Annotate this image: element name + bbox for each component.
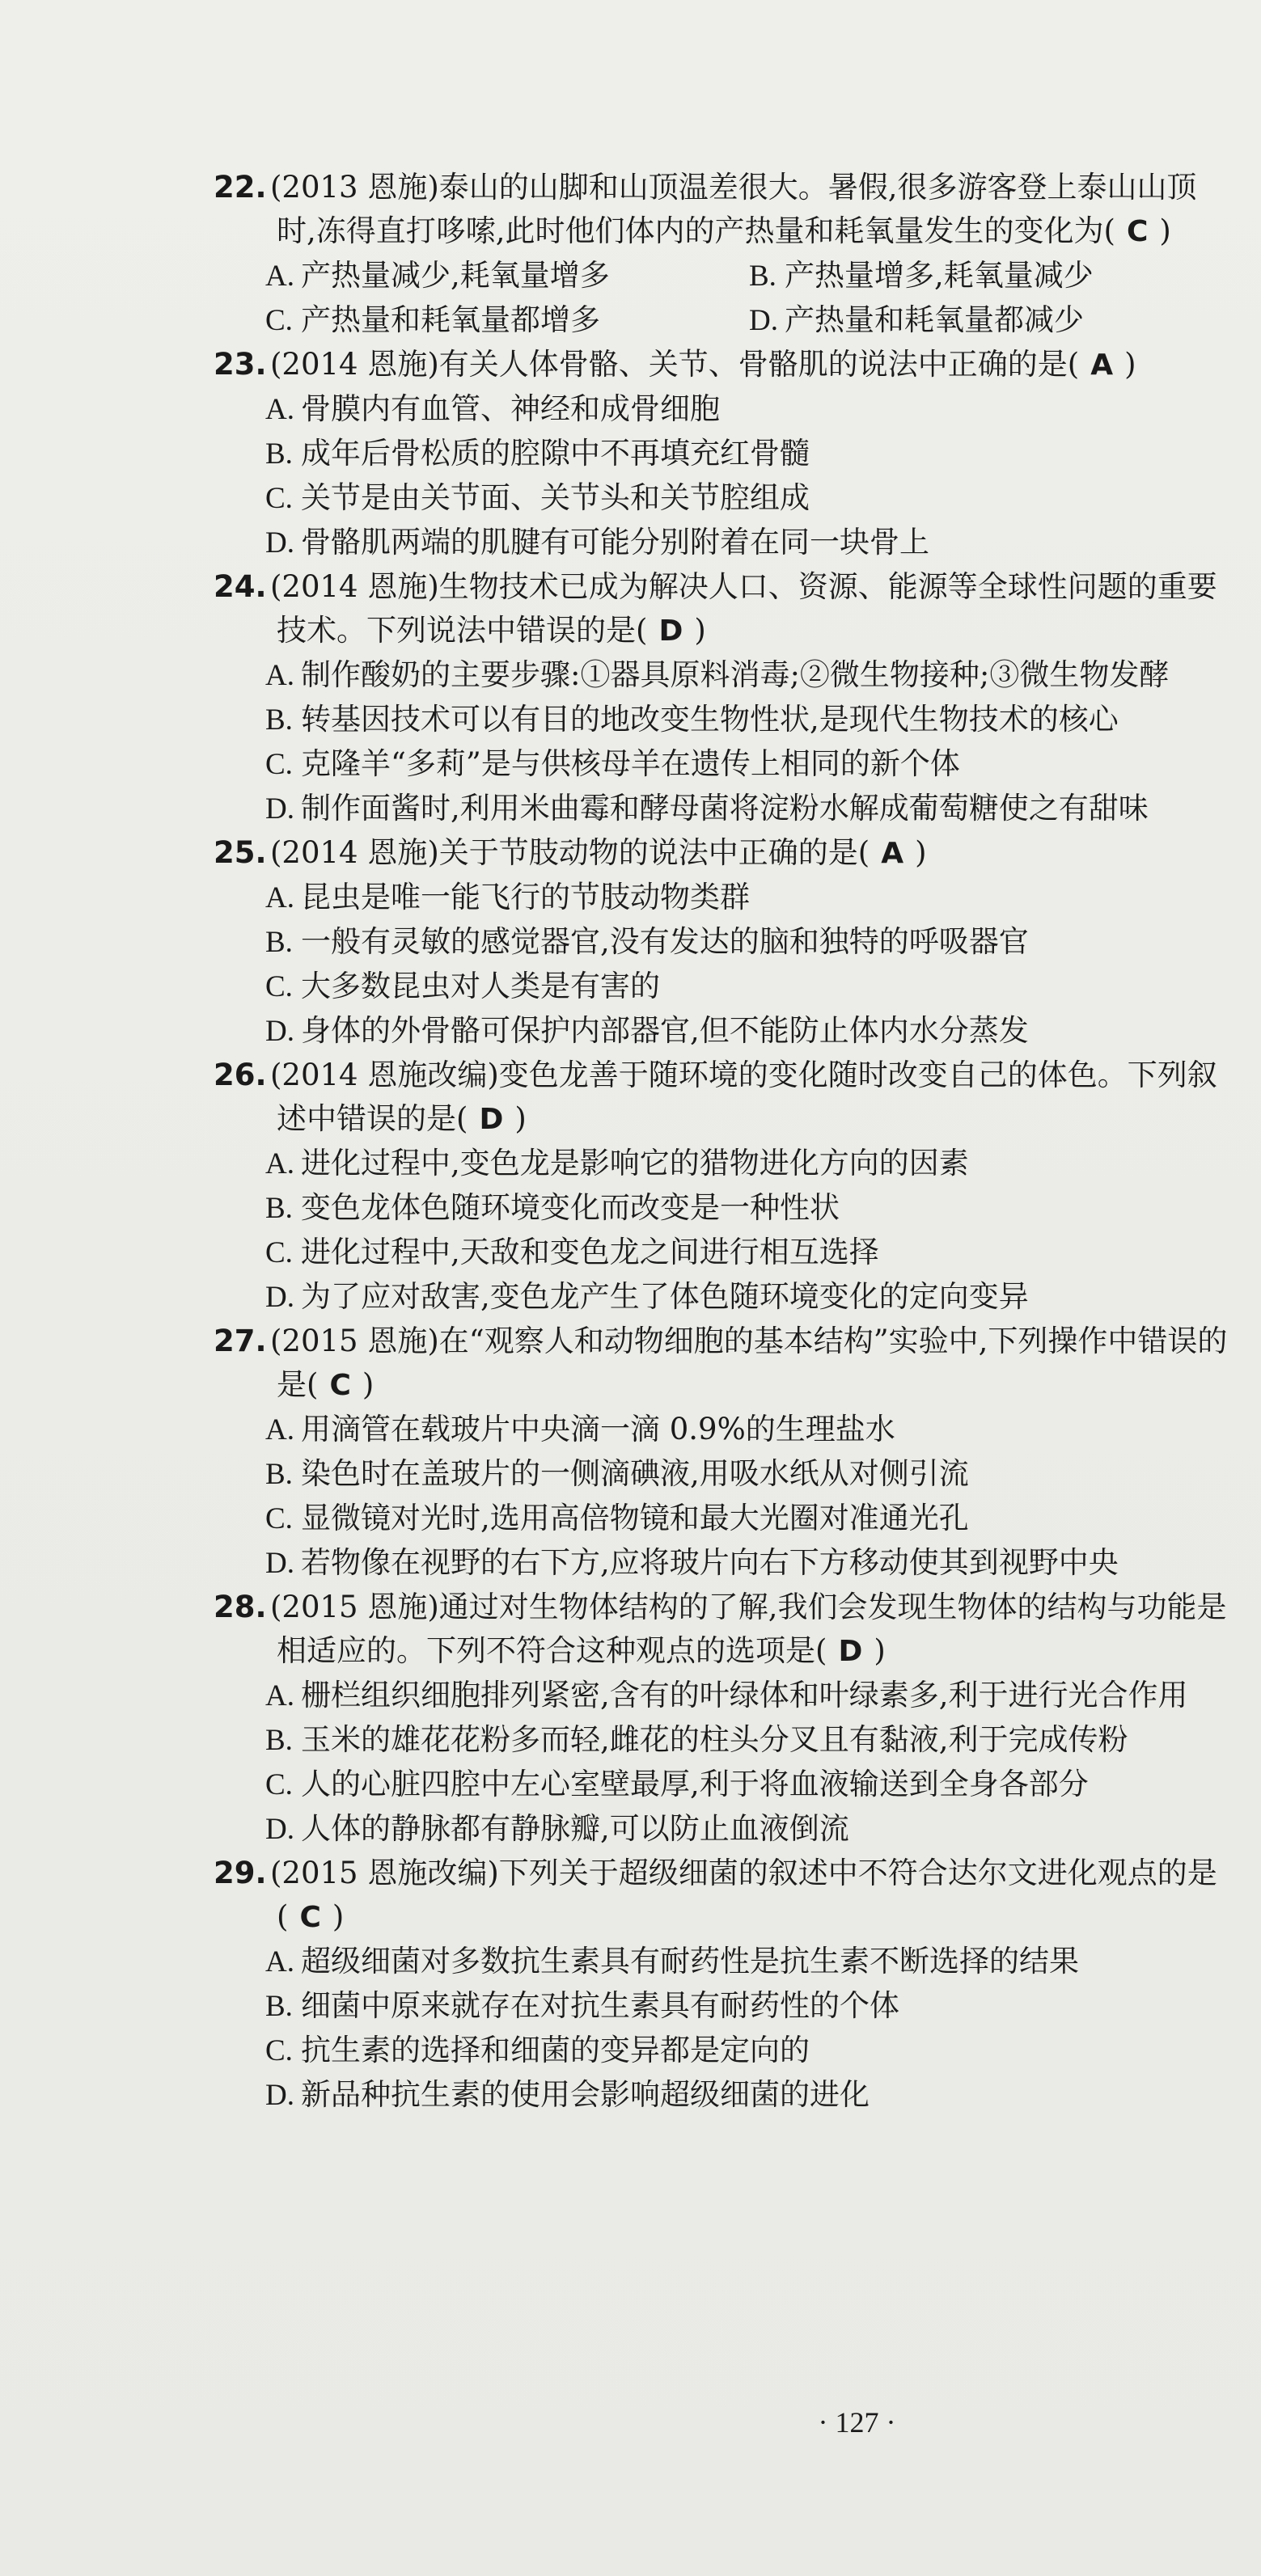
option-a [265, 1142, 1233, 1186]
option-letter: C. [265, 970, 293, 1003]
option-c [265, 1763, 1233, 1807]
option-letter: A. [265, 659, 294, 692]
question-text: (2014 恩施改编)变色龙善于随环境的变化随时改变自己的体色。下列叙述中错误的是( [270, 1058, 1217, 1136]
option-letter: D. [265, 792, 294, 826]
option-letter: D. [265, 526, 294, 560]
option-d [265, 521, 1233, 565]
option-text: 产热量和耗氧量都减少 [785, 302, 1084, 337]
option-text: 制作面酱时,利用米曲霉和酵母菌将淀粉水解成葡萄糖使之有甜味 [301, 791, 1149, 826]
option-text: 一般有灵敏的感觉器官,没有发达的脑和独特的呼吸器官 [301, 924, 1029, 959]
question-number: 28. [214, 1590, 267, 1624]
option-letter: A. [265, 881, 294, 914]
question-number: 26. [214, 1058, 267, 1092]
option-letter: C. [265, 1236, 293, 1269]
option-text: 产热量和耗氧量都增多 [301, 302, 600, 337]
option-letter: C. [265, 1502, 293, 1535]
option-row [265, 254, 1233, 298]
option-letter: B. [265, 1990, 293, 2023]
question-text: (2013 恩施)泰山的山脚和山顶温差很大。暑假,很多游客登上泰山山顶时,冻得直打哆嗦,此时他们体内的产热量和耗氧量发生的变化为( [270, 170, 1197, 248]
option-text: 大多数昆虫对人类是有害的 [301, 969, 660, 1003]
option-a [265, 1940, 1233, 1984]
option-text: 产热量增多,耗氧量减少 [785, 258, 1094, 293]
option-text: 玉米的雄花花粉多而轻,雌花的柱头分叉且有黏液,利于完成传粉 [301, 1722, 1128, 1757]
option-letter: B. [265, 1458, 293, 1491]
option-letter: D. [265, 1281, 294, 1314]
option-b [265, 920, 1233, 965]
option-text: 转基因技术可以有目的地改变生物性状,是现代生物技术的核心 [301, 702, 1119, 737]
question-text-end: ) [694, 613, 706, 648]
option-list [214, 387, 1233, 565]
question-number: 29. [214, 1856, 267, 1890]
option-letter: B. [265, 703, 293, 737]
question-stem [214, 166, 1233, 254]
option-c [265, 1231, 1233, 1275]
option-letter: B. [265, 1192, 293, 1225]
option-letter: C. [265, 304, 293, 337]
question-stem [214, 1852, 1233, 1940]
option-text: 显微镜对光时,选用高倍物镜和最大光圈对准通光孔 [301, 1501, 969, 1535]
option-a [265, 876, 1233, 920]
answer-mark: C [299, 1901, 321, 1934]
answer-mark: C [329, 1369, 351, 1402]
option-letter: A. [265, 1945, 294, 1978]
option-letter: D. [265, 1015, 294, 1048]
option-list [214, 653, 1233, 831]
question-28 [214, 1586, 1233, 1852]
option-text: 进化过程中,变色龙是影响它的猎物进化方向的因素 [301, 1146, 969, 1180]
question-text-end: ) [1124, 347, 1136, 382]
question-24 [214, 565, 1233, 831]
question-29 [214, 1852, 1233, 2118]
question-text: (2014 恩施)生物技术已成为解决人口、资源、能源等全球性问题的重要技术。下列说法中错误的是( [270, 569, 1217, 648]
question-25 [214, 831, 1233, 1054]
option-text: 栅栏组织细胞排列紧密,含有的叶绿体和叶绿素多,利于进行光合作用 [301, 1678, 1188, 1712]
question-text-end: ) [1159, 213, 1171, 248]
question-stem [214, 1320, 1233, 1408]
option-list [214, 254, 1233, 343]
question-number: 23. [214, 347, 267, 382]
option-text: 进化过程中,天敌和变色龙之间进行相互选择 [301, 1235, 879, 1269]
option-letter: C. [265, 748, 293, 781]
question-stem [214, 565, 1233, 653]
option-letter: D. [265, 1547, 294, 1580]
question-list [214, 166, 1233, 2118]
option-letter: C. [265, 2034, 293, 2067]
option-b [265, 1718, 1233, 1763]
option-text: 昆虫是唯一能飞行的节肢动物类群 [301, 880, 750, 914]
option-letter: D. [265, 2079, 294, 2112]
option-text: 克隆羊“多莉”是与供核母羊在遗传上相同的新个体 [301, 746, 960, 781]
option-text: 若物像在视野的右下方,应将玻片向右下方移动使其到视野中央 [301, 1545, 1119, 1580]
option-text: 制作酸奶的主要步骤:①器具原料消毒;②微生物接种;③微生物发酵 [301, 657, 1170, 692]
question-text-end: ) [874, 1633, 886, 1668]
option-text: 骨膜内有血管、神经和成骨细胞 [301, 391, 720, 426]
option-a [265, 1674, 1233, 1718]
option-text: 关节是由关节面、关节头和关节腔组成 [301, 480, 810, 515]
option-text: 抗生素的选择和细菌的变异都是定向的 [301, 2033, 810, 2067]
question-text-end: ) [362, 1367, 374, 1402]
answer-mark: C [1126, 215, 1149, 248]
option-c [265, 2029, 1233, 2073]
option-text: 产热量减少,耗氧量增多 [301, 258, 610, 293]
option-list [214, 876, 1233, 1054]
option-letter: A. [265, 1147, 294, 1180]
question-number: 24. [214, 569, 267, 604]
question-text-end: ) [514, 1101, 527, 1136]
question-stem [214, 1586, 1233, 1674]
option-d [265, 787, 1233, 831]
option-text: 人体的静脉都有静脉瓣,可以防止血液倒流 [301, 1811, 849, 1846]
option-list [214, 1940, 1233, 2118]
option-row [265, 298, 1233, 343]
option-text: 染色时在盖玻片的一侧滴碘液,用吸水纸从对侧引流 [301, 1456, 969, 1491]
option-a [265, 254, 749, 298]
option-letter: C. [265, 482, 293, 515]
option-d [265, 1009, 1233, 1054]
option-text: 骨骼肌两端的肌腱有可能分别附着在同一块骨上 [301, 525, 929, 560]
option-d [749, 298, 1233, 343]
option-b [265, 432, 1233, 476]
option-d [265, 1541, 1233, 1586]
answer-mark: A [1090, 348, 1114, 382]
option-c [265, 742, 1233, 787]
option-text: 超级细菌对多数抗生素具有耐药性是抗生素不断选择的结果 [301, 1944, 1079, 1978]
option-d [265, 2073, 1233, 2118]
question-stem [214, 1054, 1233, 1142]
question-stem [214, 343, 1233, 387]
option-b [265, 1186, 1233, 1231]
option-letter: B. [265, 1724, 293, 1757]
option-b [749, 254, 1233, 298]
option-letter: A. [265, 393, 294, 426]
question-text-end: ) [915, 835, 927, 870]
question-stem [214, 831, 1233, 876]
option-text: 用滴管在载玻片中央滴一滴 0.9%的生理盐水 [301, 1412, 895, 1446]
option-a [265, 387, 1233, 432]
option-a [265, 1408, 1233, 1452]
option-text: 成年后骨松质的腔隙中不再填充红骨髓 [301, 436, 810, 471]
option-letter: A. [265, 1679, 294, 1712]
option-letter: B. [749, 260, 776, 293]
answer-mark: A [881, 837, 904, 870]
question-text: (2014 恩施)有关人体骨骼、关节、骨骼肌的说法中正确的是( [270, 347, 1080, 382]
option-text: 新品种抗生素的使用会影响超级细菌的进化 [301, 2077, 870, 2112]
option-c [265, 965, 1233, 1009]
answer-mark: D [479, 1103, 504, 1136]
option-d [265, 1807, 1233, 1852]
option-list [214, 1674, 1233, 1852]
option-letter: D. [265, 1813, 294, 1846]
question-number: 22. [214, 170, 267, 205]
option-b [265, 698, 1233, 742]
question-text: (2015 恩施改编)下列关于超级细菌的叙述中不符合达尔文进化观点的是( [270, 1856, 1217, 1934]
answer-mark: D [838, 1635, 863, 1668]
option-text: 变色龙体色随环境变化而改变是一种性状 [301, 1190, 840, 1225]
option-letter: B. [265, 437, 293, 471]
option-letter: D. [749, 304, 778, 337]
question-text: (2014 恩施)关于节肢动物的说法中正确的是( [270, 835, 870, 870]
option-letter: B. [265, 926, 293, 959]
question-number: 27. [214, 1324, 267, 1358]
option-c [265, 1497, 1233, 1541]
question-23 [214, 343, 1233, 565]
answer-mark: D [658, 614, 683, 648]
option-text: 为了应对敌害,变色龙产生了体色随环境变化的定向变异 [301, 1279, 1029, 1314]
question-text-end: ) [332, 1899, 345, 1934]
question-text: (2015 恩施)通过对生物体结构的了解,我们会发现生物体的结构与功能是相适应的。下列不符合这种观点的选项是( [270, 1590, 1227, 1668]
question-26 [214, 1054, 1233, 1320]
question-number: 25. [214, 835, 267, 870]
option-letter: A. [265, 1413, 294, 1446]
question-22 [214, 166, 1233, 343]
option-c [265, 476, 1233, 521]
option-letter: C. [265, 1768, 293, 1801]
option-c [265, 298, 749, 343]
option-text: 人的心脏四腔中左心室壁最厚,利于将血液输送到全身各部分 [301, 1767, 1089, 1801]
option-list [214, 1142, 1233, 1320]
option-text: 细菌中原来就存在对抗生素具有耐药性的个体 [301, 1988, 899, 2023]
question-27 [214, 1320, 1233, 1586]
option-b [265, 1452, 1233, 1497]
option-text: 身体的外骨骼可保护内部器官,但不能防止体内水分蒸发 [301, 1013, 1029, 1048]
option-a [265, 653, 1233, 698]
option-b [265, 1984, 1233, 2029]
option-list [214, 1408, 1233, 1586]
question-text: (2015 恩施)在“观察人和动物细胞的基本结构”实验中,下列操作中错误的是( [270, 1324, 1228, 1402]
option-d [265, 1275, 1233, 1320]
option-letter: A. [265, 260, 294, 293]
page-number: · 127 · [818, 2406, 896, 2439]
